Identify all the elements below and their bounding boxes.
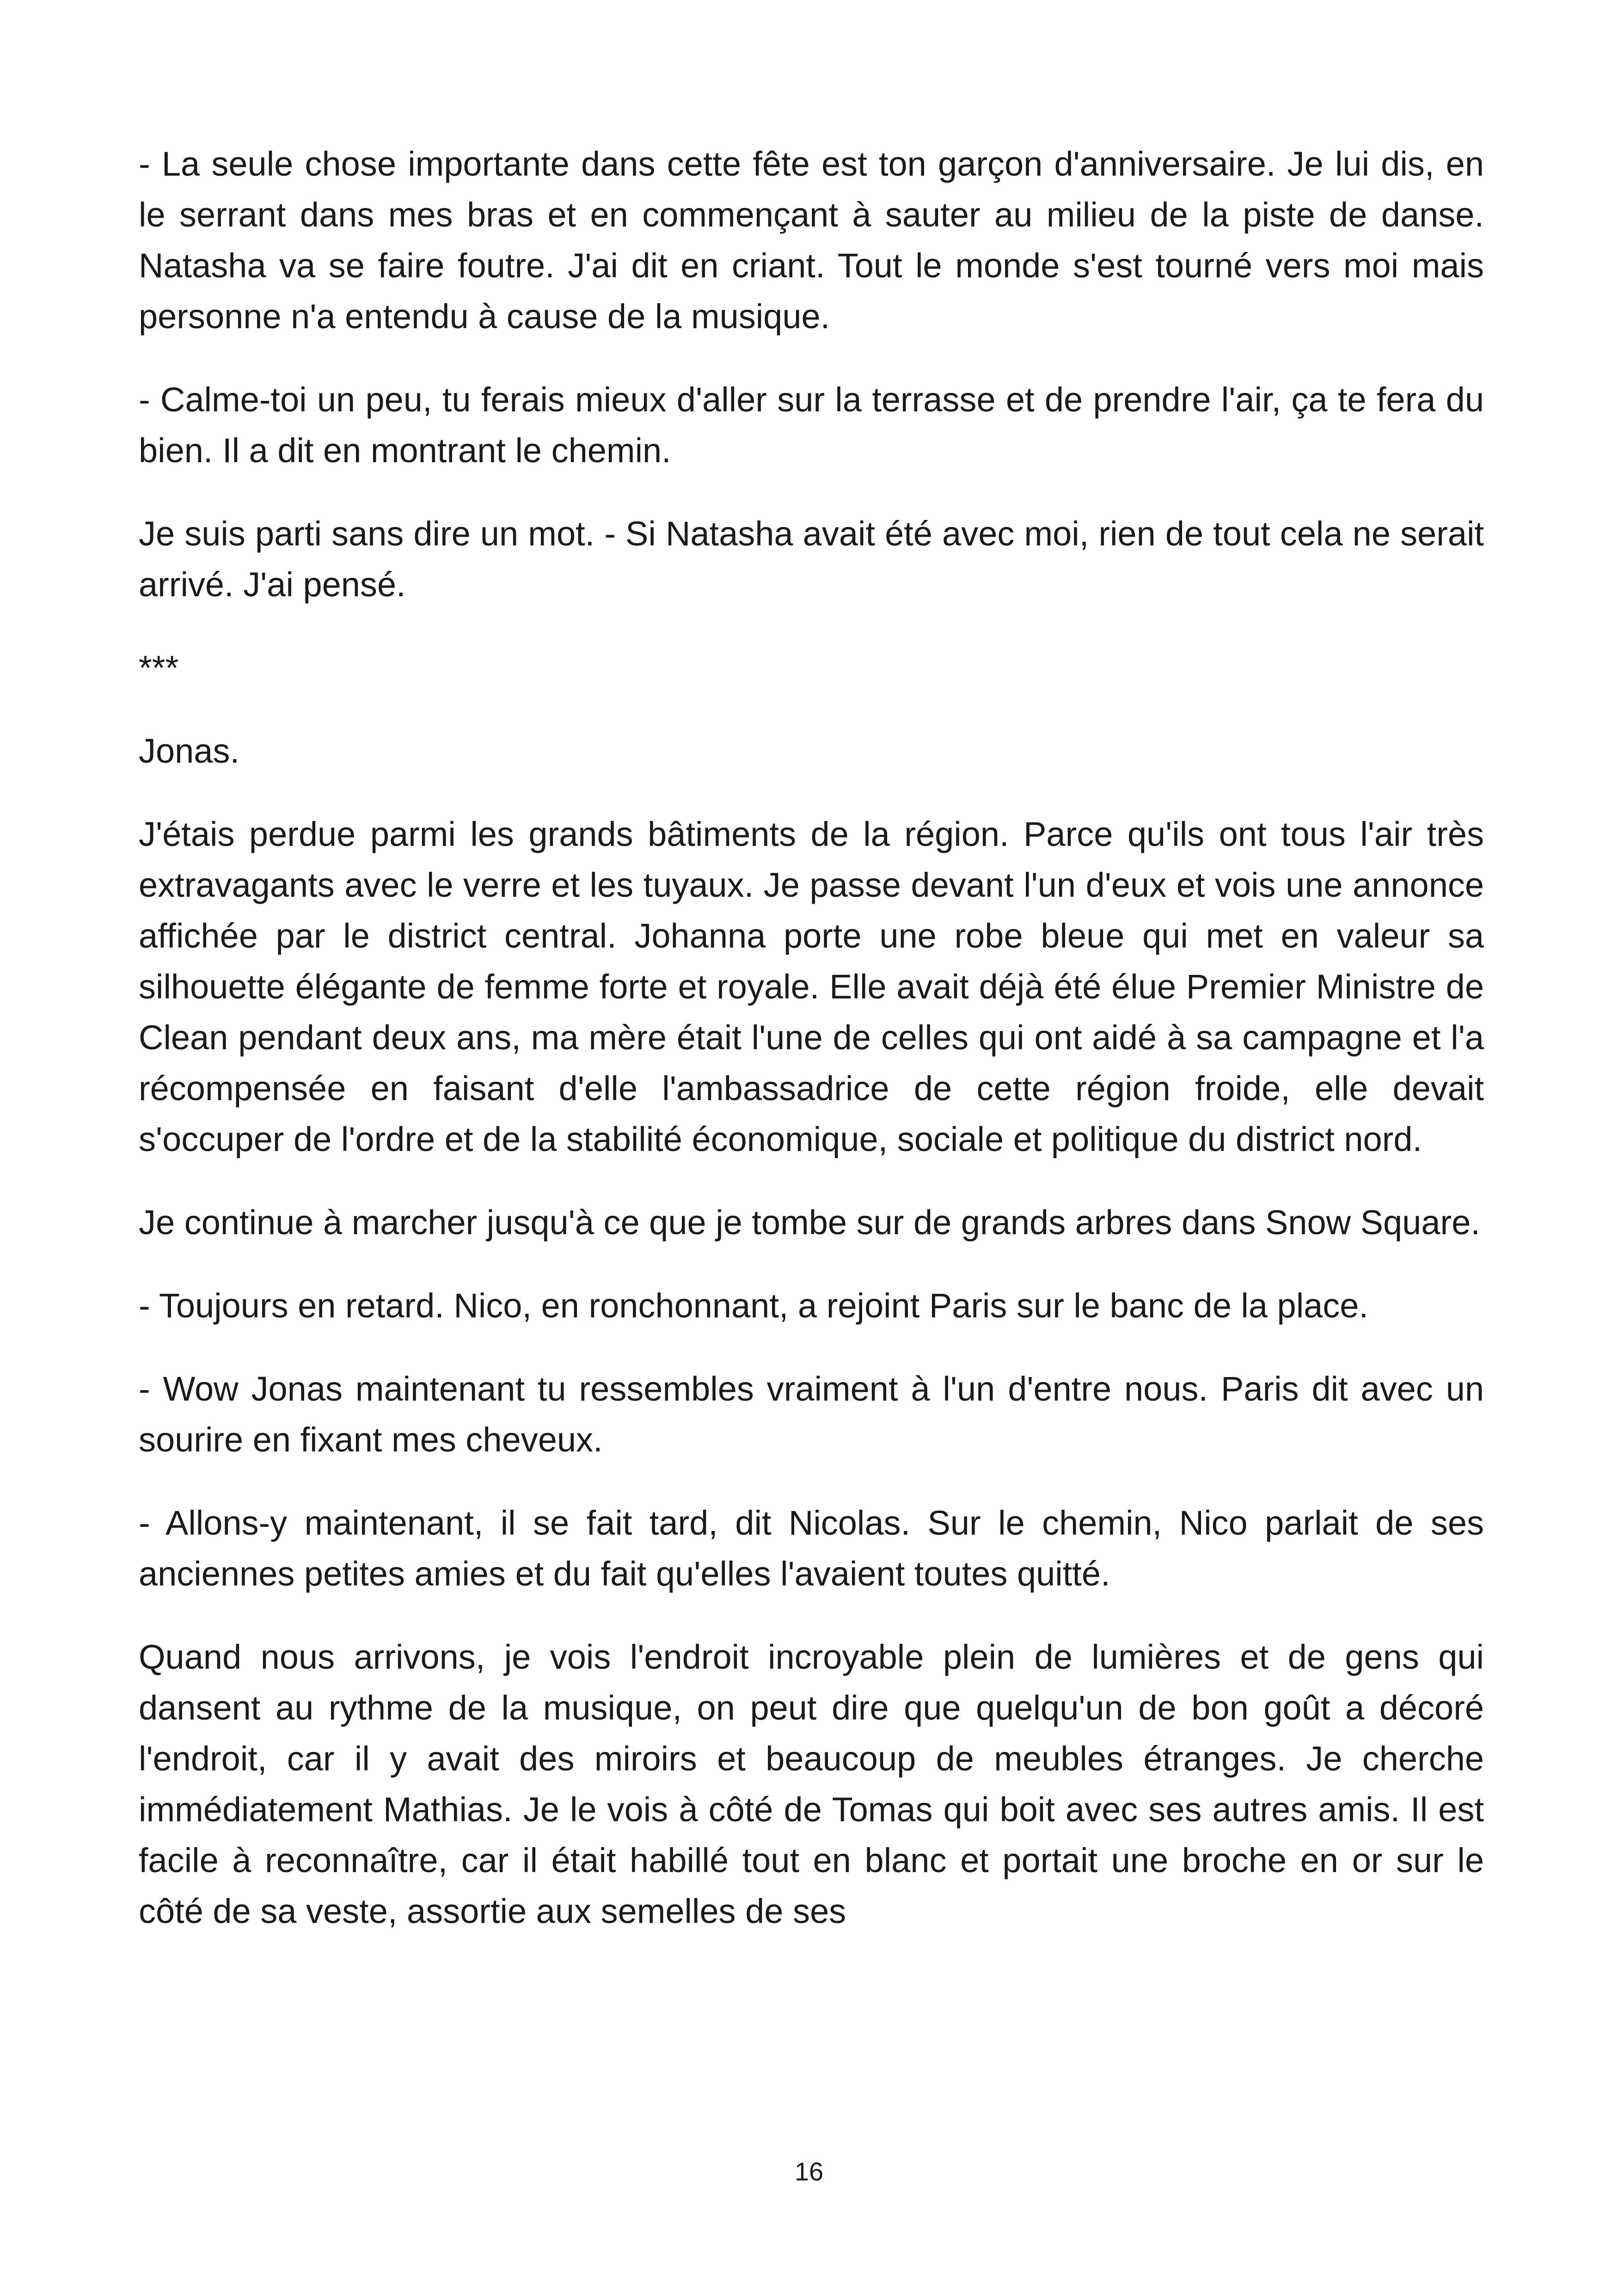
- page-number: 16: [794, 2157, 824, 2186]
- body-text: [139, 139, 1484, 1969]
- paragraph-1: - La seule chose importante dans cette fête est ton garçon d'anniversaire. Je lui dis, en le serrant dans mes bras et en commençant à sauter au milieu de la piste de danse. Natasha va se faire foutre. J'ai dit en criant. Tout le monde s'est tourné vers moi mais personne n'a entendu à cause de la musique.: [139, 145, 1484, 336]
- paragraph-3: Je suis parti sans dire un mot. - Si Natasha avait été avec moi, rien de tout cela ne serait arrivé. J'ai pensé.: [139, 514, 1484, 604]
- paragraph-7: Je continue à marcher jusqu'à ce que je tombe sur de grands arbres dans Snow Square.: [139, 1203, 1480, 1242]
- chapter-heading: Jonas.: [139, 732, 240, 770]
- paragraph-11: Quand nous arrivons, je vois l'endroit incroyable plein de lumières et de gens qui dansent au rythme de la musique, on peut dire que quelqu'un de bon goût a décoré l'endroit, car il y avait des miroirs et beaucoup de meubles étranges. Je cherche immédiatement Mathias. Je le vois à côté de Tomas qui boit avec ses autres amis. Il est facile à reconnaître, car il était habillé tout en blanc et portait une broche en or sur le côté de sa veste, assortie aux semelles de ses: [139, 1638, 1484, 1930]
- paragraph-8: - Toujours en retard. Nico, en ronchonnant, a rejoint Paris sur le banc de la place.: [139, 1286, 1369, 1325]
- paragraph-10: - Allons-y maintenant, il se fait tard, dit Nicolas. Sur le chemin, Nico parlait de ses anciennes petites amies et du fait qu'elles l'avaient toutes quitté.: [139, 1504, 1484, 1593]
- paragraph-6: J'étais perdue parmi les grands bâtiments de la région. Parce qu'ils ont tous l'air très extravagants avec le verre et les tuyaux. Je passe devant l'un d'eux et vois une annonce affichée par le district central. Johanna porte une robe bleue qui met en valeur sa silhouette élégante de femme forte et royale. Elle avait déjà été élue Premier Ministre de Clean pendant deux ans, ma mère était l'une de celles qui ont aidé à sa campagne et l'a récompensée en faisant d'elle l'ambassadrice de cette région froide, elle devait s'occuper de l'ordre et de la stabilité économique, sociale et politique du district nord.: [139, 815, 1484, 1158]
- scene-break: ***: [139, 649, 179, 687]
- paragraph-2: - Calme-toi un peu, tu ferais mieux d'aller sur la terrasse et de prendre l'air, ça te fera du bien. Il a dit en montrant le chemin.: [139, 380, 1484, 470]
- paragraph-9: - Wow Jonas maintenant tu ressembles vraiment à l'un d'entre nous. Paris dit avec un sourire en fixant mes cheveux.: [139, 1370, 1484, 1459]
